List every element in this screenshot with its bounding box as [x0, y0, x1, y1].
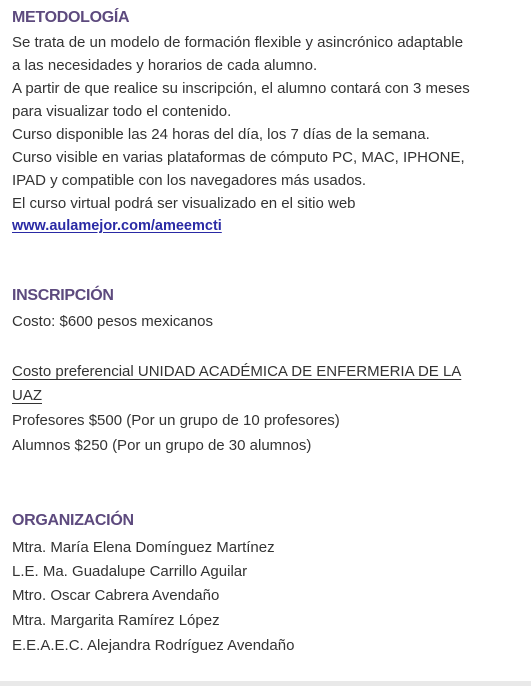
professors-price-line: Profesores $500 (Por un grupo de 10 profesores): [12, 412, 340, 429]
metodologia-line: Curso visible en varias plataformas de cómputo PC, MAC, IPHONE,: [12, 149, 465, 166]
metodologia-line: A partir de que realice su inscripción, el alumno contará con 3 meses: [12, 80, 470, 97]
preferential-cost-line: UAZ: [12, 387, 42, 404]
metodologia-line: Curso disponible las 24 horas del día, los 7 días de la semana.: [12, 126, 430, 143]
organizacion-heading: ORGANIZACIÓN: [12, 512, 134, 529]
organizer-name: Mtro. Oscar Cabrera Avendaño: [12, 587, 220, 604]
preferential-cost-line: Costo preferencial UNIDAD ACADÉMICA DE ENFERMERIA DE LA: [12, 363, 462, 380]
organizer-name: L.E. Ma. Guadalupe Carrillo Aguilar: [12, 563, 248, 580]
course-website-link[interactable]: www.aulamejor.com/ameemcti: [12, 218, 222, 234]
metodologia-line: para visualizar todo el contenido.: [12, 103, 232, 120]
organizer-name: Mtra. Margarita Ramírez López: [12, 612, 220, 629]
metodologia-line: Se trata de un modelo de formación flexible y asincrónico adaptable: [12, 34, 464, 51]
bottom-divider: [0, 681, 531, 686]
organizer-name: E.E.A.E.C. Alejandra Rodríguez Avendaño: [12, 637, 295, 654]
metodologia-line: IPAD y compatible con los navegadores más usados.: [12, 172, 367, 189]
inscripcion-heading: INSCRIPCIÓN: [12, 287, 114, 304]
cost-line: Costo: $600 pesos mexicanos: [12, 313, 213, 330]
metodologia-line: a las necesidades y horarios de cada alumno.: [12, 57, 318, 74]
organizer-name: Mtra. María Elena Domínguez Martínez: [12, 539, 275, 556]
metodologia-line: El curso virtual podrá ser visualizado en el sitio web: [12, 195, 356, 212]
metodologia-heading: METODOLOGÍA: [12, 9, 130, 26]
students-price-line: Alumnos $250 (Por un grupo de 30 alumnos): [12, 437, 312, 454]
